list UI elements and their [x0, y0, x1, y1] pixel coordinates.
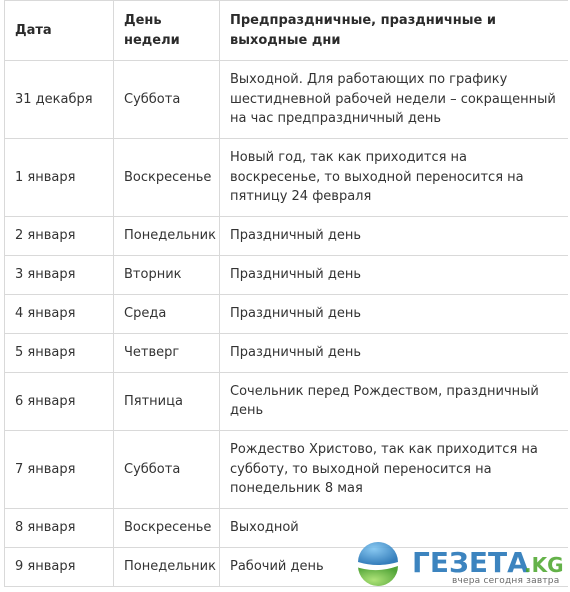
cell-date: 7 января — [5, 430, 114, 508]
cell-description: Сочельник перед Рождеством, праздничный день — [220, 372, 569, 430]
table-row — [5, 333, 569, 372]
table-row — [5, 294, 569, 333]
header-weekday: День недели — [114, 1, 220, 61]
cell-description: Праздничный день — [220, 333, 569, 372]
cell-weekday: Воскресенье — [114, 508, 220, 547]
cell-date: 8 января — [5, 508, 114, 547]
table-row — [5, 372, 569, 430]
table-body — [5, 61, 569, 587]
cell-date: 5 января — [5, 333, 114, 372]
cell-weekday: Вторник — [114, 255, 220, 294]
table-row — [5, 138, 569, 216]
cell-weekday: Суббота — [114, 61, 220, 139]
holidays-table — [4, 0, 568, 587]
cell-weekday: Пятница — [114, 372, 220, 430]
table-row — [5, 255, 569, 294]
cell-date: 2 января — [5, 216, 114, 255]
header-date: Дата — [5, 1, 114, 61]
cell-description: Рождество Христово, так как приходится на субботу, то выходной переносится на понедельник 8 мая — [220, 430, 569, 508]
cell-weekday: Воскресенье — [114, 138, 220, 216]
header-description: Предпраздничные, праздничные и выходные дни — [220, 1, 569, 61]
table-row — [5, 430, 569, 508]
svg-text:.KG: .KG — [524, 553, 564, 577]
cell-date: 31 декабря — [5, 61, 114, 139]
cell-date: 9 января — [5, 547, 114, 586]
table-row — [5, 508, 569, 547]
cell-weekday: Среда — [114, 294, 220, 333]
cell-weekday: Понедельник — [114, 547, 220, 586]
cell-date: 4 января — [5, 294, 114, 333]
cell-weekday: Четверг — [114, 333, 220, 372]
cell-description: Праздничный день — [220, 255, 569, 294]
cell-date: 6 января — [5, 372, 114, 430]
cell-weekday: Суббота — [114, 430, 220, 508]
cell-weekday: Понедельник — [114, 216, 220, 255]
cell-date: 1 января — [5, 138, 114, 216]
table-row — [5, 547, 569, 586]
cell-description: Праздничный день — [220, 216, 569, 255]
header-row — [5, 1, 569, 61]
cell-description: Рабочий день — [220, 547, 569, 586]
site-tagline: вчера сегодня завтра — [452, 576, 560, 586]
table-row — [5, 61, 569, 139]
cell-description: Выходной. Для работающих по графику шестидневной рабочей недели – сокращенный на час предпраздничный день — [220, 61, 569, 139]
page — [4, 0, 568, 592]
cell-description: Новый год, так как приходится на воскресенье, то выходной переносится на пятницу 24 февраля — [220, 138, 569, 216]
table-header — [5, 1, 569, 61]
table-row — [5, 216, 569, 255]
cell-description: Выходной — [220, 508, 569, 547]
cell-description: Праздничный день — [220, 294, 569, 333]
svg-text:ГЕЗЕТА: ГЕЗЕТА — [412, 546, 529, 579]
cell-date: 3 января — [5, 255, 114, 294]
